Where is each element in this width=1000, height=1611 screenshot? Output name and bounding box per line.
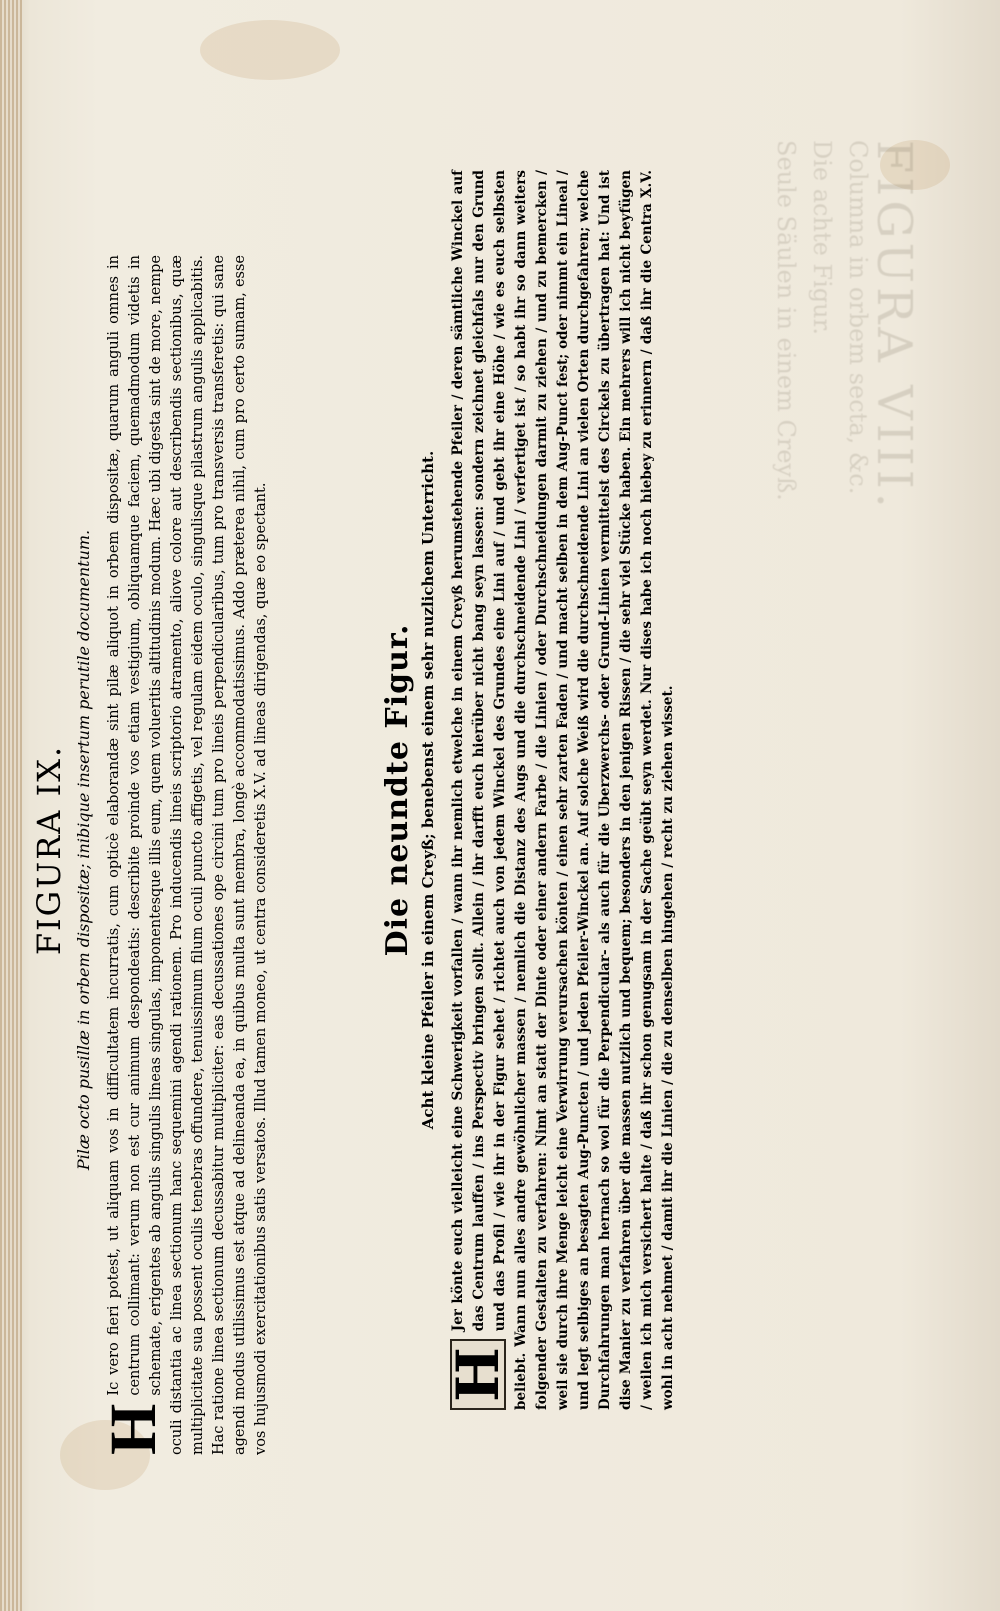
latin-figure-title: FIGURA IX. [30,744,68,956]
paper-stain [200,20,340,80]
page-gutter [0,0,22,1611]
german-figure-subtitle: Acht kleine Pfeiler in einem Creyß; benebenst einem sehr nuzlichem Unterricht. [419,450,437,1130]
latin-body-text: Ic vero fieri potest, ut aliquam vos in difficultatem incurratis, cum opticè elaborandæ sint pilæ aliquot in orbem dispositæ, quarum anguli omnes in centrum collimant: verum non est cur animum despondeatis: describite proinde vos etiam vestigium, obliquamque faciem, quemadmodum videtis in schemate, erigentes ab angulis singulis lineas singulas, imponentesque illis eum, quem volueritis altitudinis modum. Hæc ubi digesta sint de more, nempe oculi distantia ac linea sectionum hanc sequemini agendi rationem. Pro inducendis lineis scriptorio atramento, aliove colore aut describendis sectionibus, quæ multiplicitate sua possent oculis tenebras offundere, tenuissimum filum oculi puncto affigetis, vel regulam eidem oculo, singulisque pilastrum angulis applicabitis. Hac ratione linea sectionum decussabitur multipliciter: eas decussationes ope circini tum pro lineis perpendicularibus, tum pro transversis transferetis: qui sane agendi modus utilissimus est atque ad delineanda ea, in quibus multa sunt membra, longè accommodatissimus. Addo præterea nihil, cum pro certo sumam, esse vos hujusmodi exercitationibus satis versatos. Illud tamen moneo, ut centra consideretis X.V. ad lineas dirigendas, quæ eo spectant. [106,255,269,1455]
german-body-text: Jer könte euch vielleicht eine Schwerigkeit vorfallen / wann ihr nemlich etwelche in einem Creyß herumstehende Pfeiler / deren sämtliche Winckel auf das Centrum lauffen / ins Perspectiv bringen sollt. Allein / ihr darfft euch hierüber nicht bang seyn lassen: sondern zeichnet gleichfals nur den Grund und das Profil / wie ihr in der Figur sehet / richtet auch von jedem Winckel des Grundes eine Lini auf / und gebt ihr eine Höhe / wie es euch selbsten beliebt. Wann nun alles andre gewöhnlicher massen / nemlich die Distanz des Augs und die durchschneidende Lini / verfertiget ist / so habt ihr so dann weiters folgender Gestalten zu verfahren: Nimt an statt der Dinte oder einer andern Farbe / die Linien / oder Durchschneidungen darmit zu ziehen / und zu bemercken / weil sie durch ihre Menge leicht eine Verwirrung verursachen könten / einen sehr zarten Faden / und macht selben in dem Aug-Punct fest; oder nimmt ein Lineal / und legt selbiges an besagten Aug-Puncten / und jeden Pfeiler-Winckel an. Auf solche Weiß wird die durchschneidende Lini an vielen Orten durchgefahren; welche Durchfahrungen man hernach so wol für die Perpendicular- als auch für die Uberzwerchs- oder Grund-Linien vermittelst des Circkels zu übertragen hat: Und ist dise Manier zu verfahren über die massen nutzlich und bequem; besonders in den jenigen Rissen / die sehr viel Stücke haben. Ein mehrers will ich nicht beyfügen / weilen ich mich versichert halte / daß ihr schon genugsam in der Sache geübt seyn werdet. Nur dises habe ich noch hiebey zu erinnern / daß ihr die Centra X.V. wohl in acht nehmet / damit ihr die Linien / die zu denselben hingehen / recht zu ziehen wisset. [450,170,676,1410]
german-figure-title: Die neundte Figur. [380,623,415,957]
latin-dropcap: H [97,1403,170,1455]
latin-block [30,185,330,1455]
bleed-german-title: Die achte Figur. [808,140,836,336]
latin-inner [30,225,272,1475]
german-body [444,170,679,1410]
latin-figure-subtitle: Pilæ octo pusillæ in orbem dispositæ; inibique insertum perutile documentum. [74,529,93,1171]
bleed-title: FIGURA VIII. [866,140,922,512]
latin-body [97,255,272,1455]
german-inner [380,150,679,1430]
bleed-through-text [735,90,945,1490]
german-block [380,150,680,1430]
bleed-german-subtitle: Seule Säulen in einem Creyß. [772,140,800,501]
german-dropcap: H [450,1339,506,1410]
bleed-subtitle: Columna in orbem secta, &c. [844,140,872,495]
